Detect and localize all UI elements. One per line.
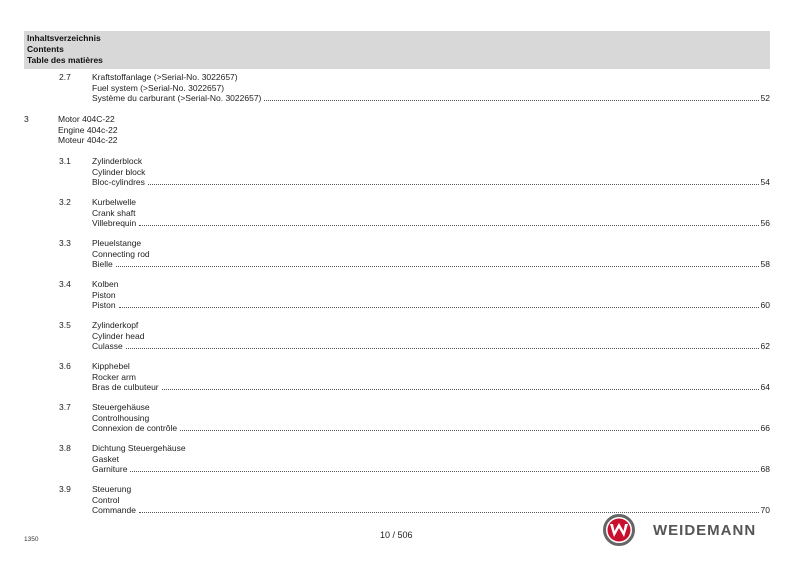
entry-title-fr-row — [92, 259, 770, 270]
entry-title-fr: Piston — [92, 300, 116, 311]
dot-leader — [119, 307, 759, 308]
entry-title-fr: Villebrequin — [92, 218, 137, 229]
toc-entry-2-7[interactable] — [24, 72, 770, 106]
entry-title-fr-row — [92, 423, 770, 434]
entry-title-fr: Bras de culbuteur — [92, 382, 159, 393]
entry-page: 56 — [760, 218, 770, 229]
entry-title-fr: Garniture — [92, 464, 128, 475]
entry-title-fr: Bloc-cylindres — [92, 177, 145, 188]
entry-title-en: Gasket — [92, 453, 119, 464]
entry-title-en: Engine 404c-22 — [58, 124, 118, 135]
entry-title-de: Kolben — [92, 279, 119, 289]
entry-title-de: Steuerung — [92, 484, 132, 494]
entry-title-en: Fuel system (>Serial-No. 3022657) — [92, 82, 225, 93]
toc-entry-3-6[interactable] — [24, 361, 770, 394]
entry-number: 3.6 — [59, 361, 71, 371]
dot-leader — [180, 430, 758, 431]
toc-entry-3-7[interactable] — [24, 402, 770, 435]
toc-entry-3-4[interactable] — [24, 279, 770, 312]
entry-title-fr-row — [92, 300, 770, 311]
entry-title-en: Crank shaft — [92, 207, 136, 218]
weidemann-logo — [603, 514, 756, 546]
entry-title-fr-row — [92, 464, 770, 475]
toc-entry-3[interactable] — [24, 114, 770, 148]
dot-leader — [139, 512, 759, 513]
entry-title-en: Cylinder head — [92, 330, 145, 341]
entry-title-fr-row — [92, 218, 770, 229]
entry-number: 3.2 — [59, 197, 71, 207]
entry-number: 3.1 — [59, 156, 71, 166]
dot-leader — [130, 471, 758, 472]
entry-title-en: Control — [92, 494, 120, 505]
entry-page: 70 — [760, 505, 770, 516]
entry-number: 2.7 — [59, 72, 71, 82]
entry-title-de: Kurbelwelle — [92, 197, 136, 207]
document-code: 1350 — [24, 536, 39, 543]
entry-title-fr-row — [92, 382, 770, 393]
dot-leader — [139, 225, 758, 226]
entry-title-en: Controlhousing — [92, 412, 150, 423]
entry-title-de: Motor 404C-22 — [58, 114, 115, 124]
header-title-en: Contents — [27, 44, 64, 54]
entry-page: 64 — [760, 382, 770, 393]
entry-page: 54 — [760, 177, 770, 188]
entry-title-de: Kraftstoffanlage (>Serial-No. 3022657) — [92, 72, 238, 82]
dot-leader — [162, 389, 759, 390]
toc-entry-3-1[interactable] — [24, 156, 770, 189]
entry-title-fr: Bielle — [92, 259, 113, 270]
entry-number: 3 — [24, 114, 29, 124]
toc-entry-3-2[interactable] — [24, 197, 770, 230]
dot-leader — [126, 348, 759, 349]
entry-title-fr-row — [92, 93, 770, 104]
header-title-fr: Table des matières — [27, 55, 103, 65]
entry-title-de: Zylinderkopf — [92, 320, 139, 330]
entry-title-en: Piston — [92, 289, 116, 300]
table-of-contents — [24, 72, 770, 517]
entry-title-en: Rocker arm — [92, 371, 136, 382]
entry-number: 3.7 — [59, 402, 71, 412]
entry-title-fr: Système du carburant (>Serial-No. 3022657) — [92, 93, 262, 104]
toc-entry-3-9[interactable] — [24, 484, 770, 517]
entry-number: 3.4 — [59, 279, 71, 289]
entry-title-en: Cylinder block — [92, 166, 146, 177]
dot-leader — [148, 184, 759, 185]
entry-title-fr-row — [92, 341, 770, 352]
entry-title-fr: Moteur 404c-22 — [58, 135, 118, 146]
entry-title-fr: Connexion de contrôle — [92, 423, 178, 434]
weidemann-w-logo-icon — [603, 514, 635, 546]
toc-header — [24, 31, 770, 69]
entry-number: 3.8 — [59, 443, 71, 453]
entry-page: 52 — [760, 93, 770, 104]
entry-number: 3.5 — [59, 320, 71, 330]
header-title-de: Inhaltsverzeichnis — [27, 33, 101, 43]
entry-title-de: Kipphebel — [92, 361, 130, 371]
entry-title-de: Zylinderblock — [92, 156, 143, 166]
entry-title-de: Dichtung Steuergehäuse — [92, 443, 186, 453]
entry-page: 66 — [760, 423, 770, 434]
entry-page: 62 — [760, 341, 770, 352]
entry-number: 3.3 — [59, 238, 71, 248]
brand-name: WEIDEMANN — [653, 521, 757, 539]
toc-entry-3-5[interactable] — [24, 320, 770, 353]
entry-title-de: Pleuelstange — [92, 238, 142, 248]
dot-leader — [264, 100, 758, 101]
toc-entry-3-3[interactable] — [24, 238, 770, 271]
entry-title-fr: Commande — [92, 505, 136, 516]
dot-leader — [116, 266, 759, 267]
toc-entry-3-8[interactable] — [24, 443, 770, 476]
entry-page: 68 — [760, 464, 770, 475]
entry-number: 3.9 — [59, 484, 71, 494]
entry-page: 58 — [760, 259, 770, 270]
entry-title-de: Steuergehäuse — [92, 402, 150, 412]
entry-title-fr-row — [92, 177, 770, 188]
page-indicator: 10 / 506 — [380, 530, 413, 540]
entry-page: 60 — [760, 300, 770, 311]
entry-title-en: Connecting rod — [92, 248, 150, 259]
entry-title-fr: Culasse — [92, 341, 123, 352]
